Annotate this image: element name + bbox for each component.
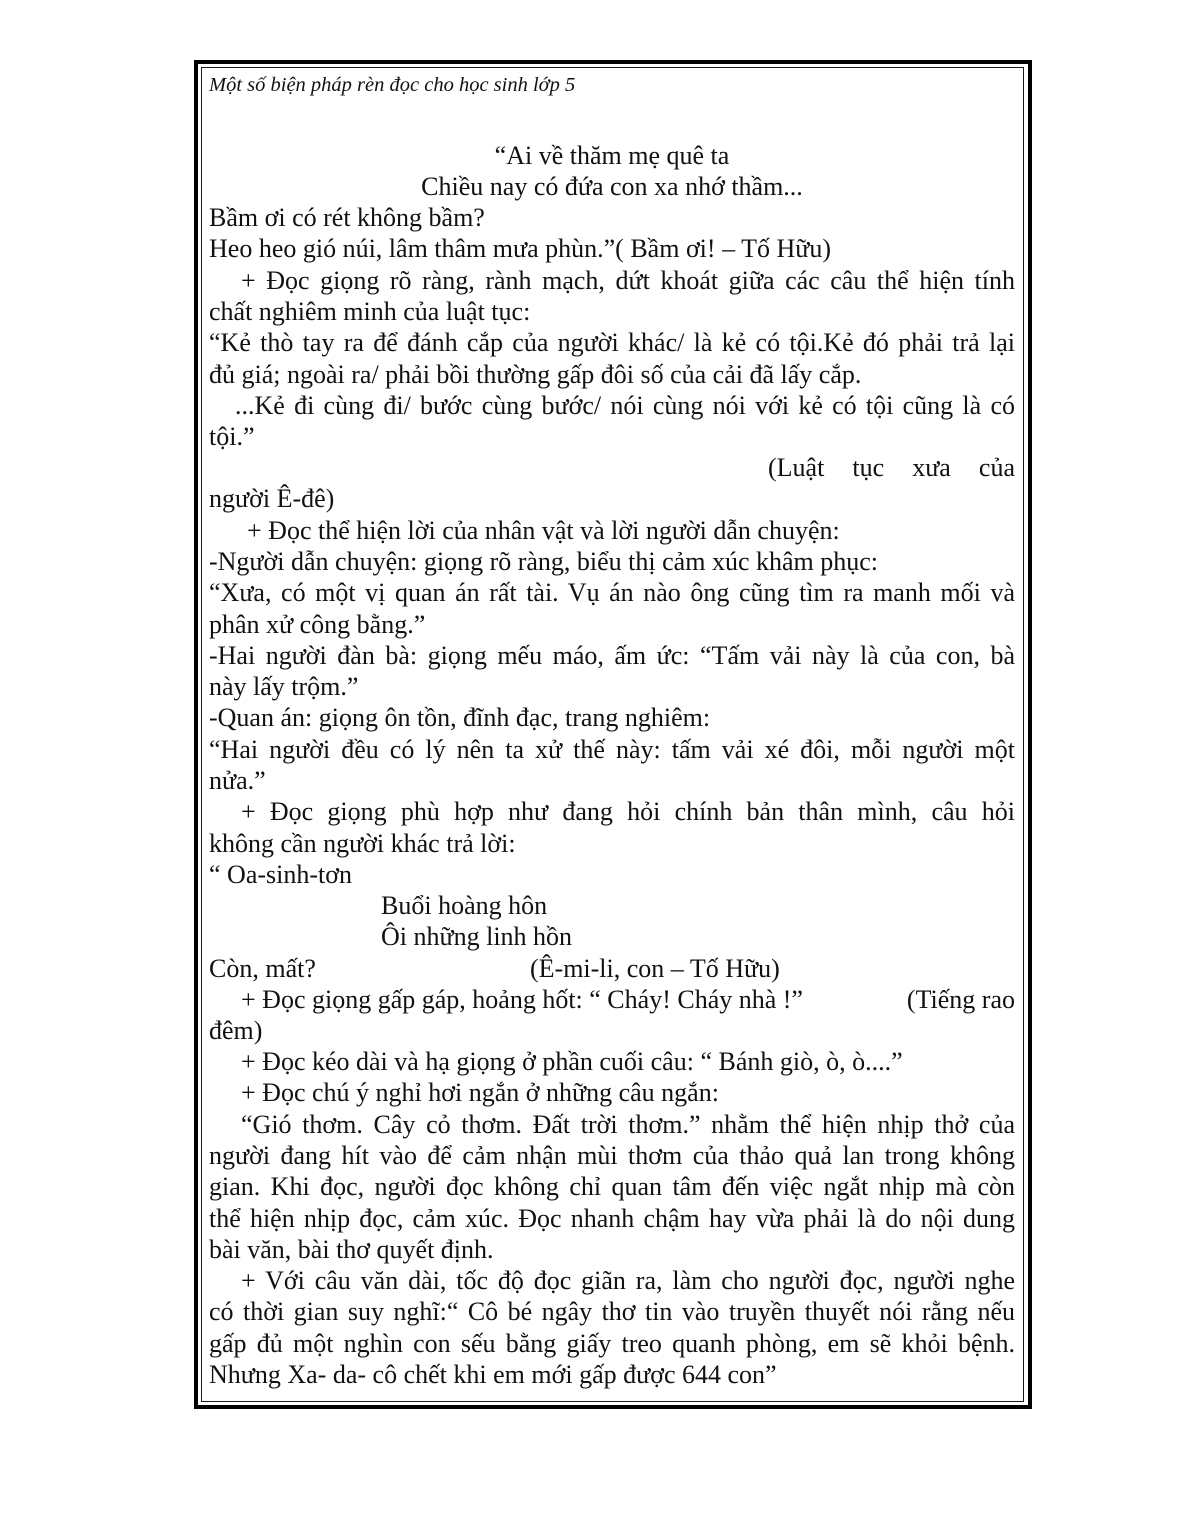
quote-line: phân xử công bằng.” xyxy=(209,610,426,639)
poem-line: Bầm ơi có rét không bầm? xyxy=(209,203,485,232)
paragraph-line: + Đọc chú ý nghỉ hơi ngắn ở những câu ngắn: xyxy=(241,1078,719,1107)
paragraph-line: chất nghiêm minh của luật tục: xyxy=(209,297,531,326)
poem-line: Chiều nay có đứa con xa nhớ thầm... xyxy=(421,172,803,201)
quote-line: “Hai người đều có lý nên ta xử thế này: tấm vải xé đôi, mỗi người một xyxy=(209,735,1015,764)
paragraph-line: + Đọc giọng phù hợp như đang hỏi chính bản thân mình, câu hỏi xyxy=(241,797,1015,826)
poem-line: Ôi những linh hồn xyxy=(381,922,573,951)
paragraph-line: “Gió thơm. Cây cỏ thơm. Đất trời thơm.” nhằm thể hiện nhịp thở của xyxy=(241,1110,1015,1139)
quote-line: đủ giá; ngoài ra/ phải bồi thường gấp đôi số của cải đã lấy cắp. xyxy=(209,360,862,389)
quote-line: “Kẻ thò tay ra để đánh cắp của người khác/ là kẻ có tội.Kẻ đó phải trả lại xyxy=(209,328,1015,357)
quote-line: nửa.” xyxy=(209,766,266,795)
poem-line: Buổi hoàng hôn xyxy=(381,891,548,920)
paragraph-line: bài văn, bài thơ quyết định. xyxy=(209,1235,494,1264)
source-citation: (Tiếng rao xyxy=(906,985,1015,1014)
poem-line: Còn, mất? xyxy=(209,954,316,983)
paragraph-line: + Đọc thể hiện lời của nhân vật và lời người dẫn chuyện: xyxy=(247,516,840,545)
source-citation: đêm) xyxy=(209,1016,263,1045)
paragraph-text: + Đọc giọng gấp gáp, hoảng hốt: “ Cháy! Cháy nhà !” xyxy=(241,985,803,1014)
paragraph-line: -Hai người đàn bà: giọng mếu máo, ấm ức: “Tấm vải này là của con, bà xyxy=(209,641,1015,670)
paragraph-line: thể hiện nhịp đọc, cảm xúc. Đọc nhanh chậm hay vừa phải là do nội dung xyxy=(209,1204,1015,1233)
paragraph-line: người đang hít vào để cảm nhận mùi thơm của thảo quả lan trong không xyxy=(209,1141,1015,1170)
source-citation: (Ê-mi-li, con – Tố Hữu) xyxy=(530,954,780,983)
paragraph-line xyxy=(209,984,1015,1015)
paragraph-line: + Đọc giọng rõ ràng, rành mạch, dứt khoát giữa các câu thể hiện tính xyxy=(241,266,1015,295)
source-citation: người Ê-đê) xyxy=(209,484,335,513)
paragraph-line: gian. Khi đọc, người đọc không chỉ quan tâm đến việc ngắt nhịp mà còn xyxy=(209,1172,1015,1201)
paragraph-line: -Quan án: giọng ôn tồn, đĩnh đạc, trang nghiêm: xyxy=(209,703,711,732)
paragraph-line: có thời gian suy nghĩ:“ Cô bé ngây thơ tin vào truyền thuyết nói rằng nếu xyxy=(209,1297,1015,1326)
quote-line: ...Kẻ đi cùng đi/ bước cùng bước/ nói cùng nói với kẻ có tội cũng là có xyxy=(235,391,1015,420)
paragraph-line: + Với câu văn dài, tốc độ đọc giãn ra, làm cho người đọc, người nghe xyxy=(241,1266,1015,1295)
paragraph-line: + Đọc kéo dài và hạ giọng ở phần cuối câu: “ Bánh giò, ò, ò....” xyxy=(241,1047,903,1076)
poem-line-with-source xyxy=(209,953,1015,984)
source-citation: (Luật tục xưa của xyxy=(768,453,1015,482)
paragraph-line: -Người dẫn chuyện: giọng rõ ràng, biểu thị cảm xúc khâm phục: xyxy=(209,547,879,576)
running-header: Một số biện pháp rèn đọc cho học sinh lớp 5 xyxy=(209,74,576,96)
poem-line: “Ai về thăm mẹ quê ta xyxy=(494,141,730,170)
quote-line: tội.” xyxy=(209,422,255,451)
poem-line: “ Oa-sinh-tơn xyxy=(209,860,352,889)
paragraph-line: này lấy trộm.” xyxy=(209,672,359,701)
quote-line: “Xưa, có một vị quan án rất tài. Vụ án nào ông cũng tìm ra manh mối và xyxy=(209,578,1015,607)
paragraph-line: Nhưng Xa- da- cô chết khi em mới gấp được 644 con” xyxy=(209,1360,777,1389)
paragraph-line: không cần người khác trả lời: xyxy=(209,829,516,858)
paragraph-line: gấp đủ một nghìn con sếu bằng giấy treo quanh phòng, em sẽ khỏi bệnh. xyxy=(209,1329,1015,1358)
poem-line-with-source: Heo heo gió núi, lâm thâm mưa phùn.”( Bầm ơi! – Tố Hữu) xyxy=(209,234,832,263)
